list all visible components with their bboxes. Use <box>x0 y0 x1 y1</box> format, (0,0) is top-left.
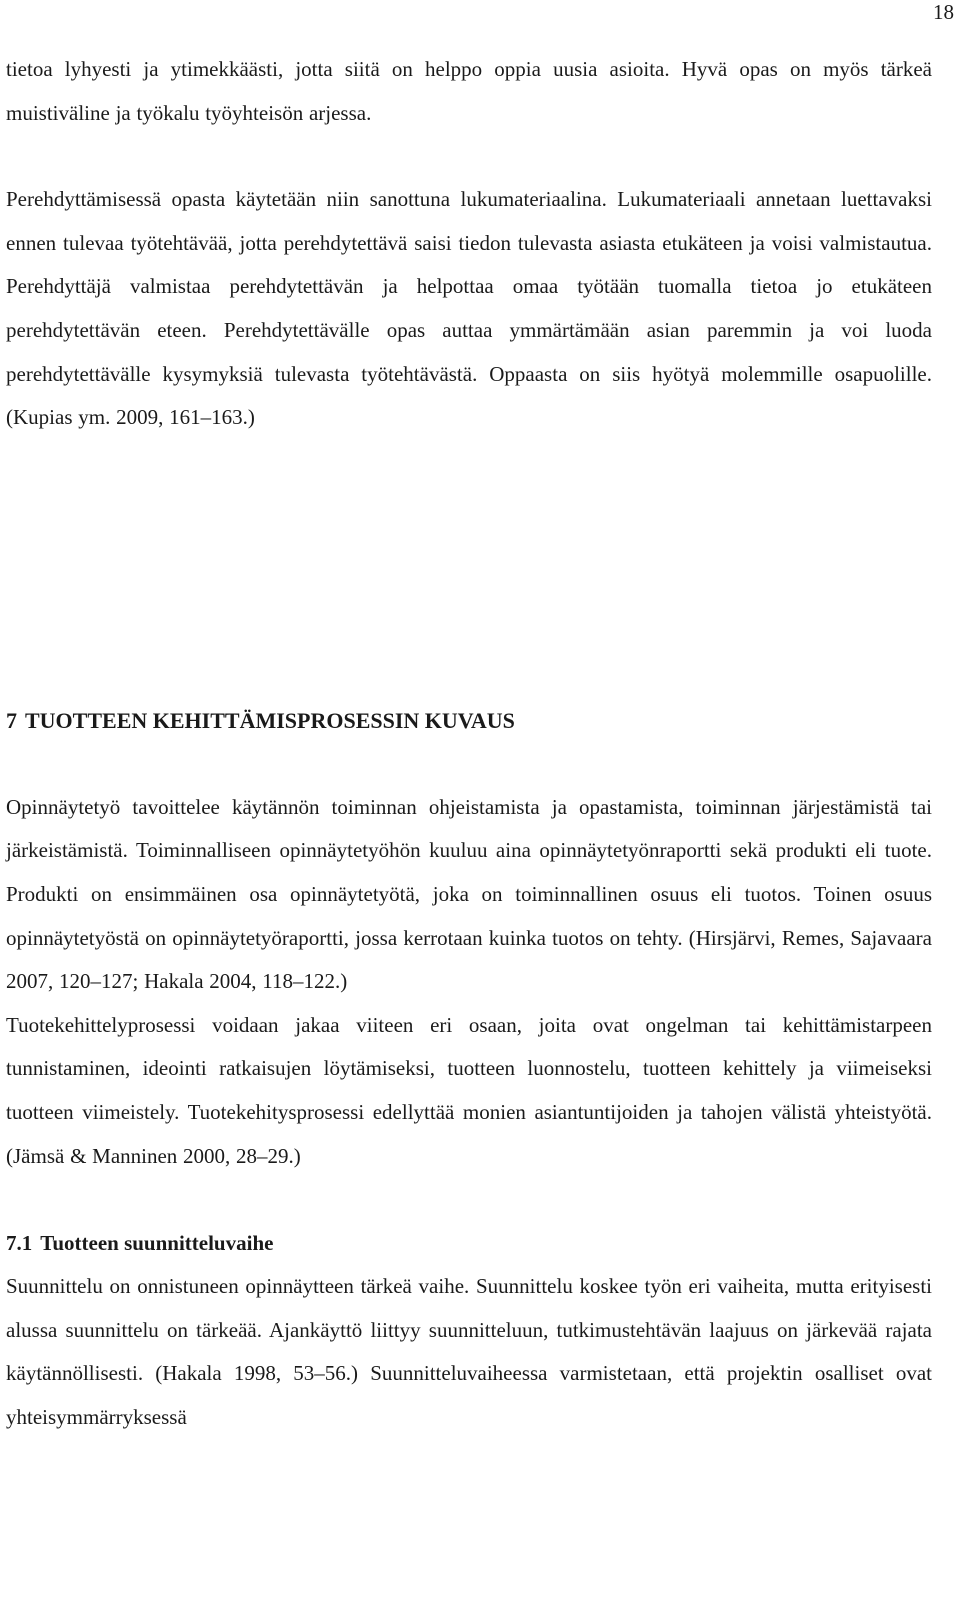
paragraph-planning-phase: Suunnittelu on onnistuneen opinnäytteen tärkeä vaihe. Suunnittelu koskee työn eri vaiheita, mutta erityisesti alussa suunnittelu on tärkeää. Ajankäyttö liittyy suunnitteluun, tutkimustehtävän laajuus on järkevää rajata käytännöllisesti. (Hakala 1998, 53–56.) Suunnitteluvaiheessa varmistetaan, että projektin osalliset ovat yhteisymmärryksessä <box>6 1274 932 1429</box>
paragraph-orientation-material: Perehdyttämisessä opasta käytetään niin sanottuna lukumateriaalina. Lukumateriaali annetaan luettavaksi ennen tulevaa työtehtävää, jotta perehdytettävä saisi tiedon tulevasta asiasta etukäteen ja voisi valmistautua. Perehdyttäjä valmistaa perehdytettävän ja helpottaa omaa työtään tuomalla tietoa jo etukäteen perehdytettävän eteen. Perehdytettävälle opas auttaa ymmärtämään asian paremmin ja voi luoda perehdytettävälle kysymyksiä tulevasta työtehtävästä. Oppaasta on siis hyötyä molemmille osapuolille. (Kupias ym. 2009, 161–163.) <box>6 187 932 430</box>
paragraph-functional-thesis: Opinnäytetyö tavoittelee käytännön toiminnan ohjeistamista ja opastamista, toiminnan järjestämistä tai järkeistämistä. Toiminnalliseen opinnäytetyöhön kuuluu aina opinnäytetyönraportti sekä produkti eli tuote. Produkti on ensimmäinen osa opinnäytetyötä, joka on toiminnallinen osuus eli tuotos. Toinen osuus opinnäytetyöstä on opinnäytetyöraportti, jossa kerrotaan kuinka tuotos on tehty. (Hirsjärvi, Remes, Sajavaara 2007, 120–127; Hakala 2004, 118–122.) <box>6 794 932 994</box>
paragraph-guide-intro-end: tietoa lyhyesti ja ytimekkäästi, jotta siitä on helppo oppia uusia asioita. Hyvä opas on myös tärkeä muistiväline ja työkalu työyhteisön arjessa. <box>6 57 932 125</box>
subsection-number: 7.1 <box>6 1231 33 1256</box>
subsection-title: Tuotteen suunnitteluvaihe <box>40 1231 274 1256</box>
page-number: 18 <box>933 0 954 24</box>
document-body <box>6 48 932 1439</box>
paragraph-product-development: Tuotekehittelyprosessi voidaan jakaa viiteen eri osaan, joita ovat ongelman tai kehittämistarpeen tunnistaminen, ideointi ratkaisujen löytämiseksi, tuotteen luonnostelu, tuotteen kehittely ja viimeiseksi tuotteen viimeistely. Tuotekehitysprosessi edellyttää monien asiantuntijoiden ja tahojen välistä yhteistyötä. (Jämsä & Manninen 2000, 28–29.) <box>6 1012 932 1168</box>
section-title: TUOTTEEN KEHITTÄMISPROSESSIN KUVAUS <box>25 707 515 733</box>
section-heading-7 <box>6 699 932 743</box>
subsection-heading-7-1 <box>6 1221 932 1265</box>
section-number: 7 <box>6 707 17 733</box>
